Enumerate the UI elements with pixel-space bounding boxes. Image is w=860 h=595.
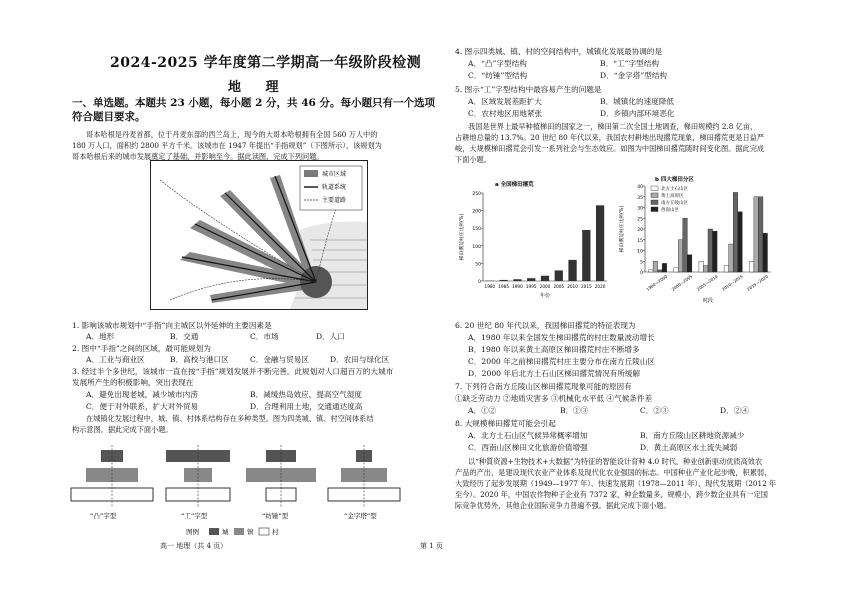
q1-option-d[interactable]: D．人口 xyxy=(316,332,345,341)
legend-swatch xyxy=(651,207,658,212)
intro-line: 以“种質资源+生物技术+大数据”为特征的智能设计育种 4.0 时代，种业创新驱动优质高效农 xyxy=(468,457,763,466)
question-5: 5. 图示“工”字型结构中最容易产生的问题是 xyxy=(455,85,602,94)
q8-option-b[interactable]: B．南方丘陵山区耕地资源减少 xyxy=(640,431,745,440)
bar-3 xyxy=(738,212,743,272)
q7-option-d[interactable]: D．②④ xyxy=(720,406,749,415)
q6-option-d[interactable]: D．2000 年后北方土石山区梯田撂荒情况有所缓解 xyxy=(468,369,641,378)
y-axis-label: 梯田撂荒村庄比例(%) xyxy=(460,213,465,261)
y-tick-label: 150 xyxy=(472,227,481,233)
x-tick-label: 2010—2015 xyxy=(720,273,744,292)
x-tick-label: 1985 xyxy=(498,284,510,289)
bar-2 xyxy=(708,229,713,272)
bar xyxy=(513,279,521,281)
q2-option-d[interactable]: D．农田与绿化区 xyxy=(330,355,390,364)
legend-swatch xyxy=(651,186,658,191)
bar-0 xyxy=(699,261,704,272)
urban-structure-diagram xyxy=(66,440,446,540)
legend-town-label: 镇 xyxy=(247,528,254,536)
legend-village-label: 村 xyxy=(272,528,279,536)
bar-2 xyxy=(733,192,738,272)
exam-title: 2024-2025 学年度第二学期高一年级阶段检测 xyxy=(110,55,422,71)
y-tick-label: 5 xyxy=(640,260,643,266)
bar-3 xyxy=(713,231,718,272)
x-tick-label: 2000 xyxy=(539,284,551,289)
bar-1 xyxy=(729,244,734,272)
bar-2 xyxy=(683,218,688,272)
q5-option-c[interactable]: C．农村地区用地紧张 xyxy=(468,109,543,118)
intro-line: 构示意图。据此完成下面小题。 xyxy=(72,425,173,434)
bar-2 xyxy=(658,270,663,272)
intro-line: 180 万人口，面积约 2800 平方千米。该城市在 1947 年提出“手指规划”（下图所示），该规划为 xyxy=(72,141,382,150)
q6-option-c[interactable]: C．2000 年之前梯田撂荒村庄主要分布在南方丘陵山区 xyxy=(468,357,656,366)
y-tick-label: 250 xyxy=(472,192,481,197)
intro-line: 占耕地总量的 13.7%。20 世纪 80 年代以来，我国农村耕地出现撂荒现象，梯田撂荒更是日益严 xyxy=(455,133,765,142)
y-tick-label: 0 xyxy=(478,280,481,285)
bar-2 xyxy=(758,197,763,272)
x-tick-label: 1980—2000 xyxy=(645,273,669,292)
q5-option-a[interactable]: A．区域发展差距扩大 xyxy=(468,97,542,106)
x-tick-label: 2005—2010 xyxy=(695,273,719,292)
question-4: 4. 图示四类城、镇、村的空间结构中，城镇化发展最协调的是 xyxy=(455,47,663,56)
x-tick-label: 1980 xyxy=(484,284,496,289)
q7-option-c[interactable]: C．②③ xyxy=(640,406,669,415)
bar-0 xyxy=(724,266,729,272)
convex-type-structure xyxy=(71,445,153,508)
question-1: 1. 影响该城市规划中“手指”向主城区以外延伸的主要因素是 xyxy=(72,321,272,330)
q2-option-b[interactable]: B．高校与港口区 xyxy=(170,355,229,364)
y-tick-label: 25 xyxy=(637,217,643,223)
question-3-line: 3. 经过半个多世纪，该城市一直在按“手指”规划发展并不断完善。此规划对人口超百万的大城市 xyxy=(72,367,394,376)
chart-four-regions-abandonment xyxy=(615,172,775,312)
question-7: 7. 下列符合南方丘陵山区梯田撂荒现象可能的原因有 xyxy=(455,382,632,391)
pyramid-type-structure xyxy=(328,445,400,508)
legend-swatch xyxy=(651,200,658,205)
intro-line: 大致经历了起步发展期（1949—1977 年）、快速发展期（1978—2011 年）、现代发展期（2012 年 xyxy=(455,479,777,488)
x-tick-label: 2015 xyxy=(580,284,592,289)
legend-label: 黄土高原区 xyxy=(661,194,684,199)
q4-option-a[interactable]: A．“凸”字型结构 xyxy=(468,59,527,68)
bar xyxy=(527,278,535,281)
legend-road: 主要道路 xyxy=(322,197,347,204)
chart-national-terrace-abandonment xyxy=(455,175,615,305)
x-tick-label: 2005 xyxy=(553,284,565,289)
q3-option-d[interactable]: D．合理利用土地，交通通达度高 xyxy=(250,402,363,411)
section-heading: 一、单选题。本题共 23 小题，每小题 2 分，共 46 分。每小题只有一个选项符合题目要求。 xyxy=(72,97,435,123)
legend-label: 西南山区 xyxy=(661,208,679,213)
y-axis-label: 梯田撂荒村庄比例(%) xyxy=(620,205,625,253)
q8-option-d[interactable]: D．黄土高原区水土流失减弱 xyxy=(640,443,738,452)
x-tick-label: 2010 xyxy=(567,284,578,289)
copenhagen-finger-plan-map xyxy=(150,160,368,310)
x-tick-label: 1995 xyxy=(525,284,537,289)
y-tick-label: 30 xyxy=(637,206,643,212)
bar xyxy=(541,276,549,281)
q5-option-d[interactable]: D．乡镇内部环境恶化 xyxy=(600,109,675,118)
bar-3 xyxy=(662,263,667,272)
q8-option-a[interactable]: A．北方土石山区气候异常概率增加 xyxy=(468,431,588,440)
q6-option-a[interactable]: A．1980 年以来全国发生梯田撂荒的村庄数量波动增长 xyxy=(468,333,655,342)
bar xyxy=(500,280,508,281)
q4-option-c[interactable]: C．“纺锤”型结构 xyxy=(468,71,528,80)
q3-option-a[interactable]: A．避免出现老城，减少城市内涝 xyxy=(86,390,198,399)
intro-line: 在城镇化发展过程中，城、镇、村体系结构存在多种类型。图为四类城、镇、村空间体系结 xyxy=(86,414,374,423)
i-type-structure xyxy=(166,445,230,508)
legend-swatch-city xyxy=(304,170,318,177)
bar-3 xyxy=(687,255,692,272)
legend-title: 图例 xyxy=(186,528,199,536)
intro-line: 至今）。2020 年，中国农作物种子企业有 7372 家，种企数量多，规模小，跨少数企业具有一定国 xyxy=(455,490,768,499)
q7-items: ①缺乏劳动力 ②地质灾害多 ③机械化水平低 ④气候条件差 xyxy=(455,394,653,403)
legend-label: 南方丘陵山区 xyxy=(661,201,688,206)
q4-option-b[interactable]: B．“工”字型结构 xyxy=(600,59,659,68)
legend-city-label: 城 xyxy=(222,528,229,536)
intro-line: 哥本哈根后来的城市发展奠定了基础，并影响至今。据此读图，完成下列问题。 xyxy=(72,152,324,161)
chart-title: b 四大梯田分区 xyxy=(655,177,694,183)
q2-option-a[interactable]: A．工业与商业区 xyxy=(86,355,145,364)
footer-left: 高一 地理（共 4 页） xyxy=(160,542,228,550)
bar-1 xyxy=(653,261,658,272)
intro-line: 峻，大规模梯田撂荒会引发一系列社会与生态效应。如图为中国梯田撂荒随时间变化图。据此完成 xyxy=(455,144,765,153)
legend-label: 北方土石山区 xyxy=(661,187,688,192)
q6-option-b[interactable]: B．1980 年以来黄土高原区梯田撂荒村庄不断增多 xyxy=(468,345,640,354)
label-pyramid: “金字塔”型 xyxy=(344,512,377,520)
x-tick-label: 2015—2020 xyxy=(746,273,769,292)
q1-option-a[interactable]: A．地形 xyxy=(86,332,115,341)
x-tick-label: 2000—2005 xyxy=(670,273,694,292)
footer-page: 第 1 页 xyxy=(420,542,443,550)
question-6: 6. 20 世纪 80 年代以来，我国梯田撂荒的特征表现为 xyxy=(455,321,636,330)
label-spindle: “纺锤”型 xyxy=(262,512,289,520)
bar-1 xyxy=(678,240,683,272)
label-convex: “凸”字型 xyxy=(90,512,117,520)
y-tick-label: 15 xyxy=(637,238,643,244)
q2-option-c[interactable]: C．金融与贸易区 xyxy=(250,355,309,364)
intro-line: 际竞争优势外，其他企业国际竞争力普遍不强。据此完成下面小题。 xyxy=(455,501,671,510)
legend-rail: 轨道系统 xyxy=(322,184,347,191)
bar-0 xyxy=(749,261,754,272)
question-8: 8. 大规模梯田撂荒可能会引起 xyxy=(455,419,556,428)
label-i-type: “工”字型 xyxy=(181,512,208,520)
q5-option-b[interactable]: B．城镇化的速度降低 xyxy=(600,97,674,106)
q8-option-c[interactable]: C．西南山区梯田文化旅游价值增强 xyxy=(468,443,588,452)
bar-0 xyxy=(674,268,679,272)
question-2: 2. 图中“手指”之间的区域，最可能规划为 xyxy=(72,344,211,353)
q1-option-c[interactable]: C．市场 xyxy=(250,332,279,341)
chart-title: a 全国梯田撂荒 xyxy=(495,182,534,188)
legend-swatch xyxy=(651,193,658,198)
q7-option-a[interactable]: A．①② xyxy=(468,406,497,415)
q4-option-d[interactable]: D．“金字塔”型结构 xyxy=(600,71,668,80)
y-tick-label: 20 xyxy=(637,228,643,233)
x-tick-label: 1990 xyxy=(512,284,523,289)
bar xyxy=(555,270,563,281)
q7-option-b[interactable]: B．①③ xyxy=(560,406,589,415)
intro-line: 下面小题。 xyxy=(455,155,491,164)
y-tick-label: 10 xyxy=(637,249,643,255)
bar-1 xyxy=(754,197,759,272)
question-3-line: 发展所产生的积极影响，突出表现在 xyxy=(72,378,194,387)
spindle-type-structure xyxy=(246,445,316,508)
intro-line: 哥本哈根是丹麦首都，位于丹麦东部的西兰岛上，现今的大哥本哈根拥有全国 560 万人中的 xyxy=(86,130,378,139)
bar xyxy=(596,205,604,281)
x-tick-label: 2020 xyxy=(594,284,606,289)
subject-heading: 地 理 xyxy=(228,80,289,95)
x-axis-label: 时段 xyxy=(702,298,714,304)
legend-city: 城市区域 xyxy=(322,171,347,178)
bar xyxy=(582,230,590,281)
intro-line: 我国是世界上最早种植梯田的国家之一，梯田第二次全国土地调查，梯田规模约 2.8 亿亩， xyxy=(468,122,758,131)
y-tick-label: 200 xyxy=(472,209,481,215)
q3-option-b[interactable]: B．减缓热岛效应，提高空气湿度 xyxy=(250,390,362,399)
y-tick-label: 50 xyxy=(475,262,481,268)
bar-1 xyxy=(703,266,708,272)
bar-0 xyxy=(649,270,654,272)
y-tick-label: 35 xyxy=(637,195,643,201)
y-tick-label: 100 xyxy=(472,244,481,250)
q1-option-b[interactable]: B．交通 xyxy=(170,332,199,341)
q3-option-c[interactable]: C．便于对外联系，扩大对外贸易 xyxy=(86,402,199,411)
intro-line: 产品的产出，是建设现代农业产业体系及现代化农业强国的标志。中国种业产业化起步晚，积累弱， xyxy=(455,468,772,477)
y-tick-label: 40 xyxy=(637,185,643,190)
x-axis-label: 年份 xyxy=(539,293,551,299)
bar xyxy=(568,260,576,281)
y-tick-label: 0 xyxy=(640,271,643,276)
bar-3 xyxy=(763,233,768,272)
